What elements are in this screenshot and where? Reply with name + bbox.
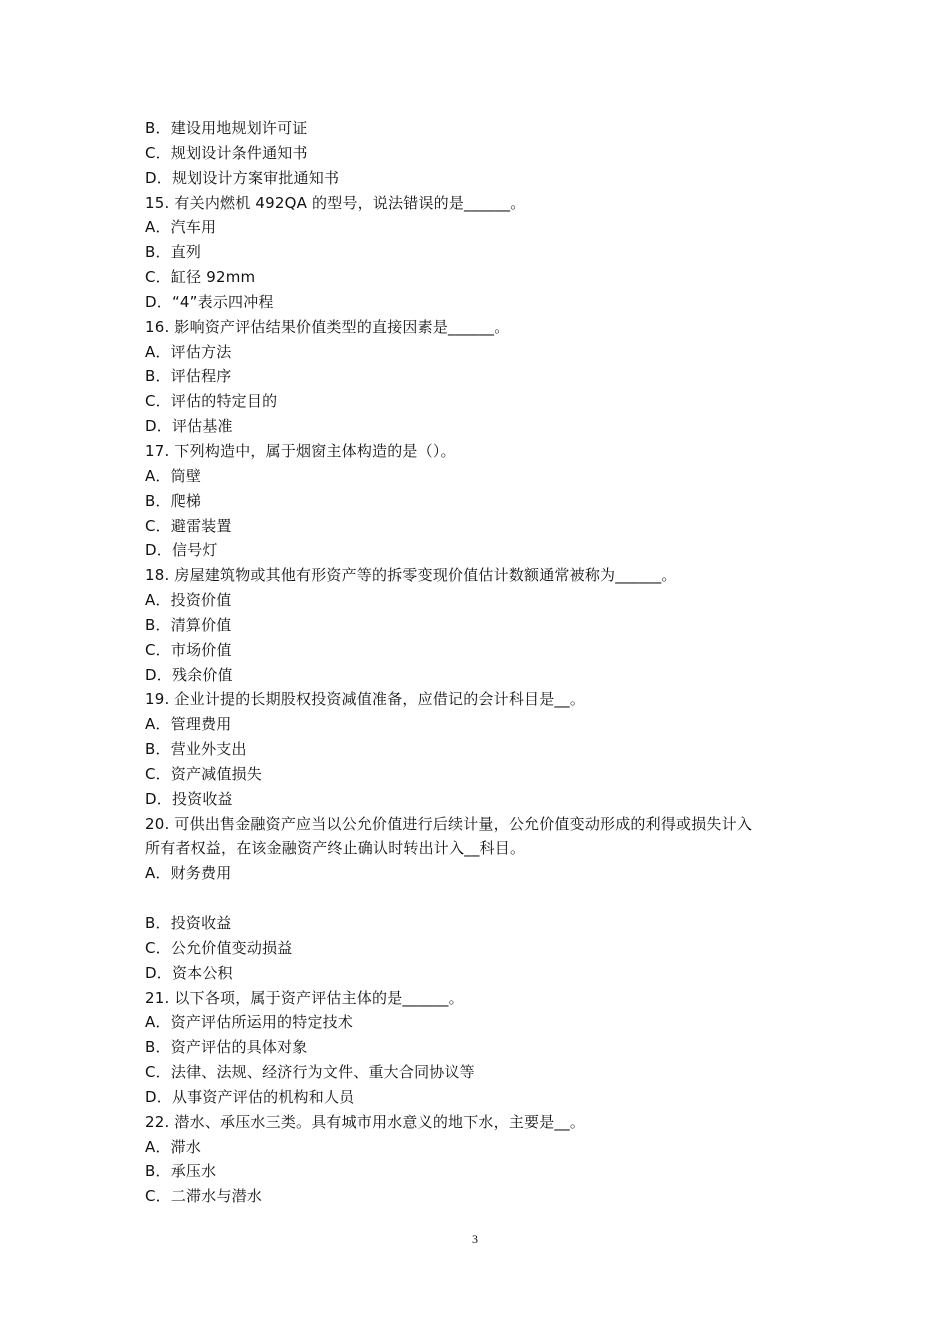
q19-option-a: A．管理费用 xyxy=(145,715,232,734)
blank-line xyxy=(145,886,825,911)
question-20: 20. 可供出售金融资产应当以公允价值进行后续计量，公允价值变动形成的利得或损失计入 xyxy=(145,814,753,833)
q16-option-d: D．评估基准 xyxy=(145,417,233,436)
option-d-line: D．规划设计方案审批通知书 xyxy=(145,168,340,187)
question-22: 22. 潜水、承压水三类。具有城市用水意义的地下水，主要是__。 xyxy=(145,1112,586,1131)
q16-option-c: C．评估的特定目的 xyxy=(145,392,278,411)
q21-option-d: D．从事资产评估的机构和人员 xyxy=(145,1087,355,1106)
q22-option-a: A．滞水 xyxy=(145,1137,202,1156)
q17-option-b: B．爬梯 xyxy=(145,491,202,510)
q17-option-a: A．筒壁 xyxy=(145,466,202,485)
q16-option-a: A．评估方法 xyxy=(145,342,232,361)
question-20-continued: 所有者权益，在该金融资产终止确认时转出计入__科目。 xyxy=(145,839,526,858)
q21-option-b: B．资产评估的具体对象 xyxy=(145,1038,308,1057)
page-number: 3 xyxy=(472,1232,478,1246)
q17-option-d: D．信号灯 xyxy=(145,541,218,560)
q20-option-c: C．公允价值变动损益 xyxy=(145,938,293,957)
document-body xyxy=(145,116,825,1209)
q17-option-c: C．避雷装置 xyxy=(145,516,232,535)
q15-option-a: A．汽车用 xyxy=(145,218,217,237)
q15-option-d: D．“4”表示四冲程 xyxy=(145,292,274,311)
q15-option-c: C．缸径 92mm xyxy=(145,268,256,287)
option-b-line: B．建设用地规划许可证 xyxy=(145,119,308,137)
q20-option-b: B．投资收益 xyxy=(145,914,232,932)
q15-option-b: B．直列 xyxy=(145,243,202,262)
q21-option-c: C．法律、法规、经济行为文件、重大合同协议等 xyxy=(145,1063,475,1082)
q21-option-a: A．资产评估所运用的特定技术 xyxy=(145,1013,354,1032)
q18-option-c: C．市场价值 xyxy=(145,640,232,659)
q18-option-d: D．残余价值 xyxy=(145,665,233,684)
question-16: 16. 影响资产评估结果价值类型的直接因素是______。 xyxy=(145,317,510,336)
q20-option-a: A．财务费用 xyxy=(145,864,232,883)
q18-option-b: B．清算价值 xyxy=(145,615,232,634)
question-18: 18. 房屋建筑物或其他有形资产等的拆零变现价值估计数额通常被称为______。 xyxy=(145,566,677,585)
q22-option-c: C．二滞水与潜水 xyxy=(145,1187,263,1206)
question-21: 21. 以下各项，属于资产评估主体的是______。 xyxy=(145,988,464,1007)
q19-option-b: B．营业外支出 xyxy=(145,740,247,759)
option-c-line: C．规划设计条件通知书 xyxy=(145,143,308,162)
q20-option-d: D．资本公积 xyxy=(145,963,233,982)
q19-option-d: D．投资收益 xyxy=(145,789,233,808)
q22-option-b: B．承压水 xyxy=(145,1162,217,1181)
question-17: 17. 下列构造中，属于烟窗主体构造的是（）。 xyxy=(145,441,456,460)
q16-option-b: B．评估程序 xyxy=(145,367,232,386)
question-19: 19. 企业计提的长期股权投资减值准备，应借记的会计科目是__。 xyxy=(145,690,586,709)
q19-option-c: C．资产减值损失 xyxy=(145,764,263,783)
question-15: 15. 有关内燃机 492QA 的型号，说法错误的是______。 xyxy=(145,193,526,212)
q18-option-a: A．投资价值 xyxy=(145,591,232,610)
